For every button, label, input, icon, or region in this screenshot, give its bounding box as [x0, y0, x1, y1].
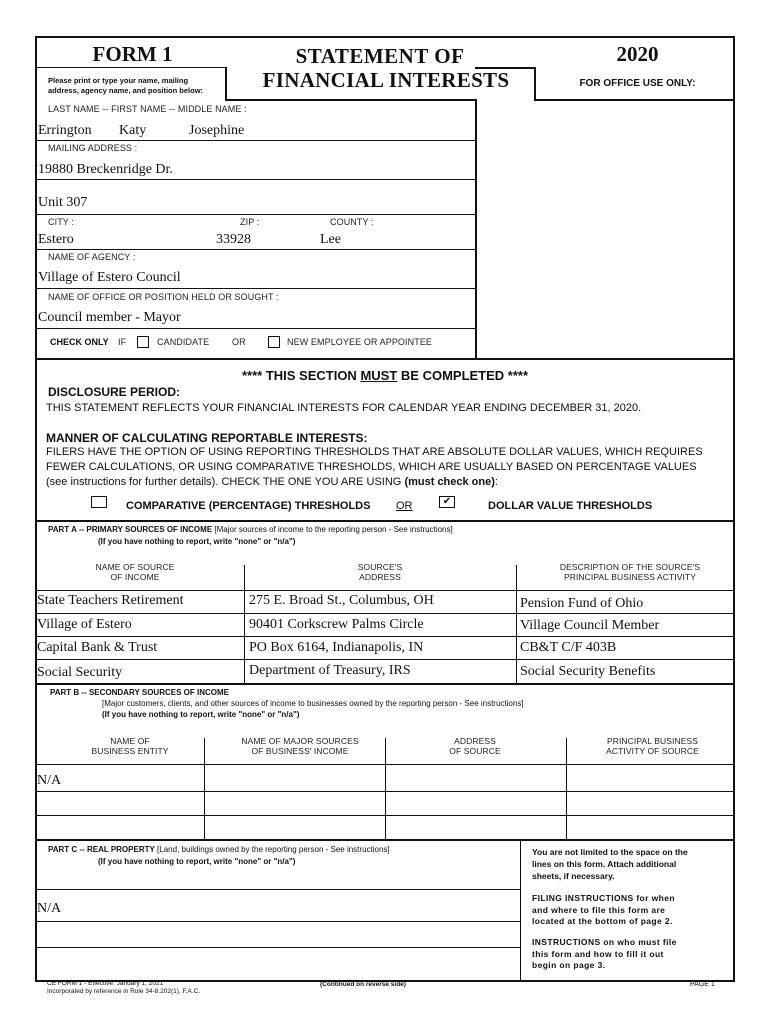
position-label: NAME OF OFFICE OR POSITION HELD OR SOUGHT :	[48, 292, 279, 302]
manner-line2: FEWER CALCULATIONS, OR USING COMPARATIVE THRESHOLDS, WHICH ARE USUALLY BASED ON PERCENTAGE VALUES	[46, 461, 697, 473]
part-a-col2-line2: ADDRESS	[359, 572, 401, 582]
part-c-note: [Land, buildings owned by the reporting person - See instructions]	[154, 845, 390, 854]
or-label: OR	[232, 337, 246, 347]
part-a-col2-header	[300, 562, 460, 582]
side2-line3: located at the bottom of page 2.	[532, 916, 673, 926]
manner-heading: MANNER OF CALCULATING REPORTABLE INTERESTS:	[46, 431, 368, 445]
part-c-heading	[48, 845, 390, 854]
part-a-row4-activity[interactable]: Social Security Benefits	[520, 664, 656, 679]
part-a-row3-name[interactable]: Capital Bank & Trust	[37, 640, 158, 655]
name-label: LAST NAME -- FIRST NAME -- MIDDLE NAME :	[48, 104, 247, 114]
part-b-col1-line1: NAME OF	[110, 736, 150, 746]
part-a-row1-activity[interactable]: Pension Fund of Ohio	[520, 596, 644, 611]
comparative-checkbox[interactable]	[91, 496, 107, 508]
zip-label: ZIP :	[240, 217, 260, 227]
part-a-col3-line2: PRINCIPAL BUSINESS ACTIVITY	[563, 572, 697, 582]
part-a-row3-activity[interactable]: CB&T C/F 403B	[520, 640, 617, 655]
part-b-col3-header	[400, 736, 550, 756]
part-a-col2-line1: SOURCE'S	[357, 562, 403, 572]
part-a-title: PART A -- PRIMARY SOURCES OF INCOME	[48, 525, 213, 534]
disclosure-heading: DISCLOSURE PERIOD:	[48, 385, 181, 399]
dollar-label: DOLLAR VALUE THRESHOLDS	[488, 500, 653, 512]
part-a-row2-address[interactable]: 90401 Corkscrew Palms Circle	[249, 617, 424, 632]
part-b-subnote: (If you have nothing to report, write "none" or "n/a")	[102, 710, 300, 719]
part-c-side-note-2	[532, 893, 675, 928]
part-b-entry[interactable]: N/A	[37, 773, 62, 788]
part-c-side-note-1	[532, 846, 688, 882]
if-label: IF	[118, 337, 127, 347]
county-label: COUNTY :	[330, 217, 374, 227]
agency-value[interactable]: Village of Estero Council	[38, 270, 181, 285]
form-label: FORM 1	[92, 42, 173, 66]
must-suffix: BE COMPLETED ****	[397, 368, 529, 383]
instructions-line2: address, agency name, and position below:	[48, 86, 204, 95]
part-b-col3-line2: OF SOURCE	[449, 746, 501, 756]
part-a-row3-address[interactable]: PO Box 6164, Indianapolis, IN	[249, 640, 424, 655]
instructions-line1: Please print or type your name, mailing	[48, 76, 189, 85]
title-line2: FINANCIAL INTERESTS	[262, 68, 510, 92]
footer-page: PAGE 1	[690, 981, 715, 988]
part-a-col1-line2: OF INCOME	[110, 572, 160, 582]
mailing-label: MAILING ADDRESS :	[48, 143, 138, 153]
zip-value[interactable]: 33928	[216, 232, 251, 247]
part-b-col1-header	[60, 736, 200, 756]
title-line1: STATEMENT OF	[295, 44, 465, 68]
manner-line3-colon: :	[494, 476, 498, 488]
manner-line1: FILERS HAVE THE OPTION OF USING REPORTING THRESHOLDS THAT ARE ABSOLUTE DOLLAR VALUES, WHICH REQUIRES	[46, 446, 703, 458]
must-check-one: (must check one)	[404, 476, 495, 488]
part-a-col1-header	[65, 562, 205, 582]
part-b-col2-line1: NAME OF MAJOR SOURCES	[241, 736, 359, 746]
office-use-label: FOR OFFICE USE ONLY:	[579, 78, 696, 89]
comparative-label: COMPARATIVE (PERCENTAGE) THRESHOLDS	[126, 500, 371, 512]
part-a-row1-address[interactable]: 275 E. Broad St., Columbus, OH	[249, 593, 434, 608]
part-b-note: [Major customers, clients, and other sources of income to businesses owned by the reporting person - See instructions]	[102, 699, 524, 708]
or-threshold-label: OR	[396, 500, 413, 512]
side1-line1: You are not limited to the space on the	[532, 847, 688, 857]
part-a-subnote: (If you have nothing to report, write "none" or "n/a")	[98, 537, 296, 546]
part-a-col3-line1: DESCRIPTION OF THE SOURCE'S	[559, 562, 701, 572]
part-a-heading	[48, 525, 453, 534]
part-b-col3-line1: ADDRESS	[454, 736, 496, 746]
candidate-label: CANDIDATE	[157, 337, 210, 347]
must-word: MUST	[360, 368, 398, 383]
part-c-subnote: (If you have nothing to report, write "none" or "n/a")	[98, 857, 296, 866]
side1-line2: lines on this form. Attach additional	[532, 859, 677, 869]
middle-name-value[interactable]: Josephine	[189, 123, 245, 138]
agency-label: NAME OF AGENCY :	[48, 252, 136, 262]
part-b-heading: PART B -- SECONDARY SOURCES OF INCOME	[50, 688, 229, 697]
side3-line1: INSTRUCTIONS on who must file	[532, 937, 677, 947]
footer-rule: Incorporated by reference in Rule 34-8.202(1), F.A.C.	[47, 988, 201, 995]
part-b-col2-header	[220, 736, 380, 756]
part-a-note: [Major sources of income to the reporting person - See instructions]	[212, 525, 453, 534]
part-b-col4-header	[570, 736, 735, 756]
part-b-col4-line2: ACTIVITY OF SOURCE	[606, 746, 699, 756]
last-name-value[interactable]: Errington	[38, 123, 92, 138]
city-label: CITY :	[48, 217, 74, 227]
part-a-row4-name[interactable]: Social Security	[37, 665, 123, 680]
must-complete-heading	[35, 368, 735, 383]
part-a-row2-activity[interactable]: Village Council Member	[520, 618, 660, 633]
part-c-entry[interactable]: N/A	[37, 901, 62, 916]
check-only-label: CHECK ONLY	[50, 337, 109, 347]
part-a-row2-name[interactable]: Village of Estero	[37, 617, 132, 632]
footer-form-id: CE FORM 1 - Effective: January 1, 2021	[47, 980, 164, 987]
address-line2-value[interactable]: Unit 307	[38, 195, 88, 210]
part-a-col3-header	[535, 562, 725, 582]
side1-line3: sheets, if necessary.	[532, 871, 615, 881]
county-value[interactable]: Lee	[320, 232, 341, 247]
side2-line2: and where to file this form are	[532, 904, 666, 915]
position-value[interactable]: Council member - Mayor	[38, 310, 181, 325]
footer-continued: (Continued on reverse side)	[320, 981, 406, 988]
part-c-title: PART C -- REAL PROPERTY	[48, 845, 155, 854]
first-name-value[interactable]: Katy	[119, 123, 147, 138]
address-line1-value[interactable]: 19880 Breckenridge Dr.	[38, 162, 173, 177]
disclosure-text: THIS STATEMENT REFLECTS YOUR FINANCIAL INTERESTS FOR CALENDAR YEAR ENDING DECEMBER 31, 2020.	[46, 402, 642, 414]
side3-line3: begin on page 3.	[532, 960, 606, 970]
part-b-col1-line2: BUSINESS ENTITY	[91, 746, 169, 756]
candidate-checkbox[interactable]	[137, 336, 149, 348]
part-a-col1-line1: NAME OF SOURCE	[95, 562, 175, 572]
side3-line2: this form and how to fill it out	[532, 948, 664, 959]
side2-line1: FILING INSTRUCTIONS for when	[532, 893, 675, 903]
part-a-row4-address[interactable]: Department of Treasury, IRS	[249, 663, 411, 678]
new-employee-checkbox[interactable]	[268, 336, 280, 348]
new-employee-label: NEW EMPLOYEE OR APPOINTEE	[287, 337, 433, 347]
dollar-checkbox[interactable]: ✔	[439, 496, 455, 508]
part-b-col2-line2: OF BUSINESS' INCOME	[251, 746, 349, 756]
part-c-side-note-3	[532, 937, 677, 972]
part-b-col4-line1: PRINCIPAL BUSINESS	[606, 736, 699, 746]
city-value[interactable]: Estero	[38, 232, 74, 247]
manner-line3-text: (see instructions for further details). CHECK THE ONE YOU ARE USING	[46, 476, 405, 488]
form-year: 2020	[616, 42, 659, 66]
manner-line3	[46, 476, 498, 488]
must-prefix: **** THIS SECTION	[241, 368, 361, 383]
part-a-row1-name[interactable]: State Teachers Retirement	[37, 593, 184, 608]
